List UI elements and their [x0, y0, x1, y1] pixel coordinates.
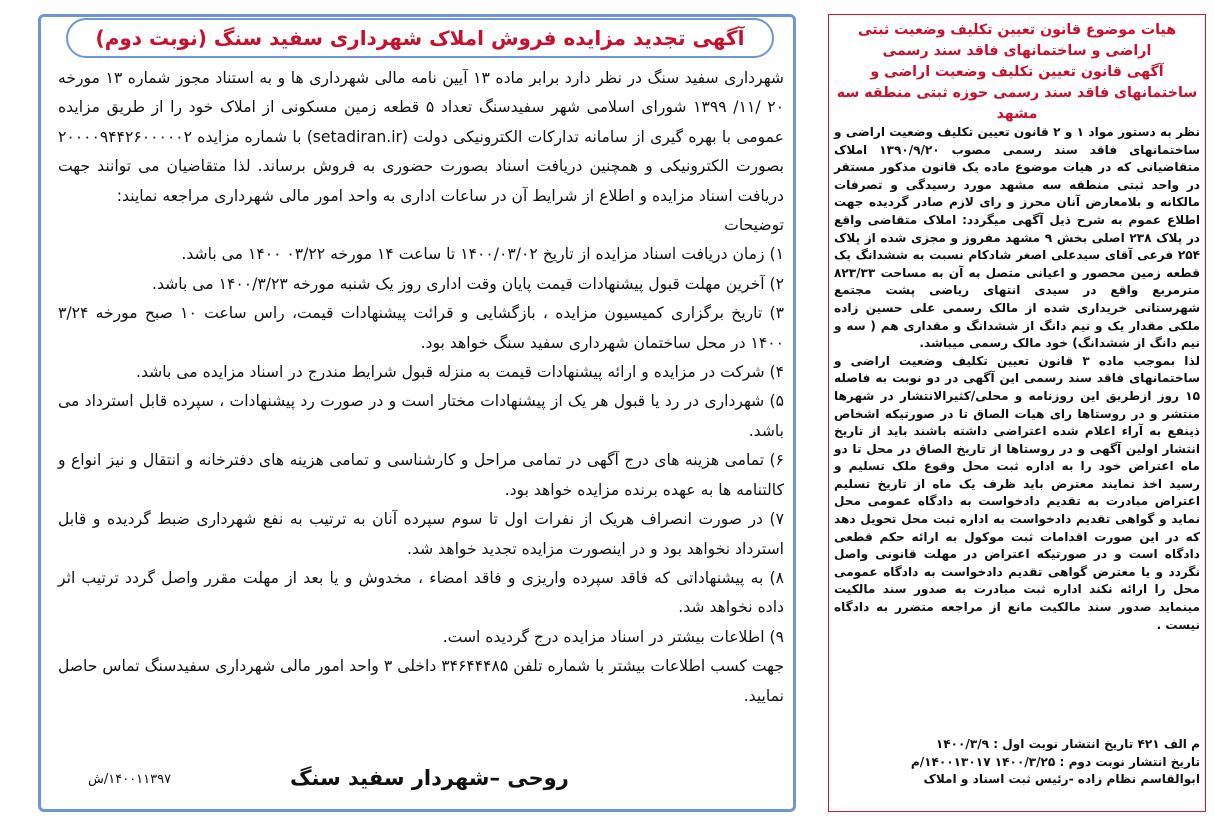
notice-item-9: ۹) اطلاعات بیشتر در اسناد مزایده درج گردیده است.	[442, 627, 784, 646]
right-notice-signatory: ابوالقاسم نظام زاده -رئیس ثبت اسناد و املاک	[923, 772, 1200, 787]
left-notice-title-banner	[66, 18, 774, 58]
right-notice-footer	[834, 736, 1200, 789]
notice-item-1: ۱) زمان دریافت اسناد مزایده از تاریخ ۱۴۰۰/۰۳/۰۲ تا ساعت ۱۴ مورخه ۰۳/۲۲ ۱۴۰۰ می باشد.	[181, 245, 784, 264]
notice-item-2: ۲) آخرین مهلت قبول پیشنهادات قیمت پایان وقت اداری روز یک شنبه مورخه ۱۴۰۰/۳/۲۳ می باشد.	[152, 274, 784, 293]
right-notice-title	[834, 20, 1200, 125]
right-notice-paragraph-2: لذا بموجب ماده ۳ قانون تعیین تکلیف وضعیت اراضی و ساختمانهای فاقد سند رسمی این آگهی در دو نوبت به فاصله ۱۵ روز ازطریق این روزنامه و محلی/کثیرالانتشار در شهرها منتشر و در روستاها رای هیات الصاق تا در صورتیکه اشخاص ذینفع به آراء اعلام شده اعتراضی داشته باشند باید از تاریخ انتشار اولین آگهی و در روستاها از تاریخ الصاق در محل تا دو ماه اعتراض خود را به اداره ثبت محل وقوع ملک تسلیم و رسید اخذ نمایند معترض باید ظرف یک ماه از تاریخ تسلیم اعتراض مبادرت به تقدیم دادخواست به دادگاه عمومی محل نماید و گواهی تقدیم دادخواست به اداره ثبت محل تحویل دهد که در این صورت اقدامات ثبت موکول به ارائه حکم قطعی دادگاه است و در صورتیکه اعتراض در مهلت قانونی واصل نگردد و یا معترض گواهی تقدیم دادخواست به دادگاه عمومی محل را ارائه نکند اداره ثبت مبادرت به صدور سند مالکیت مینماید صدور سند مالکیت مانع از مراجعه متضرر به دادگاه نیست .	[834, 353, 1200, 632]
left-notice-intro: شهرداری سفید سنگ در نظر دارد برابر ماده ۱۳ آیین نامه مالی شهرداری ها و به استناد مجوز شماره ۱۳ مورخه ۲۰ /۱۱/ ۱۳۹۹ شورای اسلامی شهر سفیدسنگ تعداد ۵ قطعه زمین مسکونی از املاک خود را از طریق مزایده عمومی با بهره گیری از سامانه تدارکات الکترونیکی دولت (setadiran.ir) با شماره مزایده ۲۰۰۰۰۹۴۴۲۶۰۰۰۰۰۲ بصورت الکترونیکی و همچنین دریافت اسناد بصورت حضوری به فروش برساند. لذا متقاضیان می توانند جهت دریافت اسناد مزایده و اطلاع از شرایط آن در ساعات اداری به واحد امور مالی شهرداری مراجعه نمایند:	[58, 69, 784, 205]
notice-item-5: ۵) شهرداری در رد یا قبول هر یک از پیشنهادات مختار است و در صورت رد پیشنهادات ، سپرده قابل استرداد می باشد.	[58, 392, 784, 440]
right-notice-publish-first: م الف ۴۲۱ تاریخ انتشار نوبت اول : ۱۴۰۰/۳/۹	[935, 737, 1200, 751]
notice-item-7: ۷) در صورت انصراف هریک از نفرات اول تا سوم سپرده آنان به ترتیب به نفع شهرداری ضبط گردیده و قابل استرداد نخواهد بود و در اینصورت مزایده تجدید خواهد شد.	[58, 510, 784, 558]
notice-item-3: ۳) تاریخ برگزاری کمیسیون مزایده ، بازگشایی و قرائت پیشنهادات قیمت، راس ساعت ۱۰ صبح مورخه ۳/۲۴ ۱۴۰۰ در محل ساختمان شهرداری سفید سنگ خواهد بود.	[58, 304, 785, 352]
right-notice-title-line-1: هیات موضوع قانون تعیین تکلیف وضعیت ثبتی اراضی و ساختمانهای فاقد سند رسمی	[857, 22, 1177, 59]
notice-item-4: ۴) شرکت در مزایده و ارائه پیشنهادات قیمت به منزله قبول شرایط مندرج در اسناد مزایده می باشد.	[136, 363, 784, 382]
right-notice-paragraph-1: نظر به دستور مواد ۱ و ۲ قانون تعیین تکلیف وضعیت اراضی و ساختمانهای فاقد سند رسمی مصوب ۱۳۹۰/۹/۲۰ املاک متقاضیانی که در هیات موضوع ماده یک قانون مذکور مستقر در واحد ثبتی منطقه سه مشهد مورد رسیدگی و تصرفات مالکانه و بلامعارض آنان محرز و رای لازم صادر گردیده جهت اطلاع عموم به شرح ذیل آگهی میگردد: املاک متقاضی واقع در پلاک ۲۳۸ اصلی بخش ۹ مشهد مفروز و مجزی شده از پلاک ۲۵۴ فرعی آقای سیدعلی اصغر شادکام نسبت به ششدانگ یک قطعه زمین محصور و اعیانی متصل به آن به مساحت ۸۲۳/۳۳ مترمربع واقع در سیدی انتهای ریاضی پشت مجتمع شهرستانی خریداری شده از مالک رسمی علی حسین زاده ملکی مقدار یک و نیم دانگ از ششدانگ و مقداری هم ( سه و نیم دانگ از ششدانگ) خود مالک رسمی میباشد.	[834, 125, 1200, 351]
right-notice-publish-second: تاریخ انتشار نوبت دوم : ۱۴۰۰/۳/۲۵ ۱۴۰۰۱۳۰۱۷/م	[910, 754, 1200, 769]
notice-item-8: ۸) به پیشنهاداتی که فاقد سپرده واریزی و فاقد امضاء ، مخدوش و یا بعد از مهلت مقرر واصل گردد ترتیب اثر داده نخواهد شد.	[58, 568, 784, 617]
notice-item-6: ۶) تمامی هزینه های درج آگهی در تمامی مراحل و کارشناسی و تمامی هزینه های دفترخانه و انتقال و نیز انواع و کالتنامه ها به عهده برنده مزایده خواهد بود.	[58, 451, 784, 499]
mayor-signature: روحی –شهردار سفید سنگ	[290, 766, 569, 790]
right-notice-body	[834, 124, 1200, 634]
left-notice-body	[58, 64, 784, 711]
left-notice-contact: جهت کسب اطلاعات بیشتر با شماره تلفن ۳۴۶۴۴۴۸۵ داخلی ۳ واحد امور مالی شهرداری سفیدسنگ تماس حاصل نمایید.	[58, 657, 784, 705]
left-notice-notes-heading: توضیحات	[724, 216, 784, 235]
notice-code: ۱۴۰۰۱۱۳۹۷/ش	[88, 772, 172, 787]
right-notice-title-line-2: آگهی قانون تعیین تکلیف وضعیت اراضی و ساختمانهای فاقد سند رسمی حوزه ثبتی منطقه سه مشهد	[836, 64, 1198, 122]
left-notice-signature-row	[58, 764, 784, 800]
left-notice-title: آگهی تجدید مزایده فروش املاک شهرداری سفید سنگ (نوبت دوم)	[95, 26, 745, 50]
